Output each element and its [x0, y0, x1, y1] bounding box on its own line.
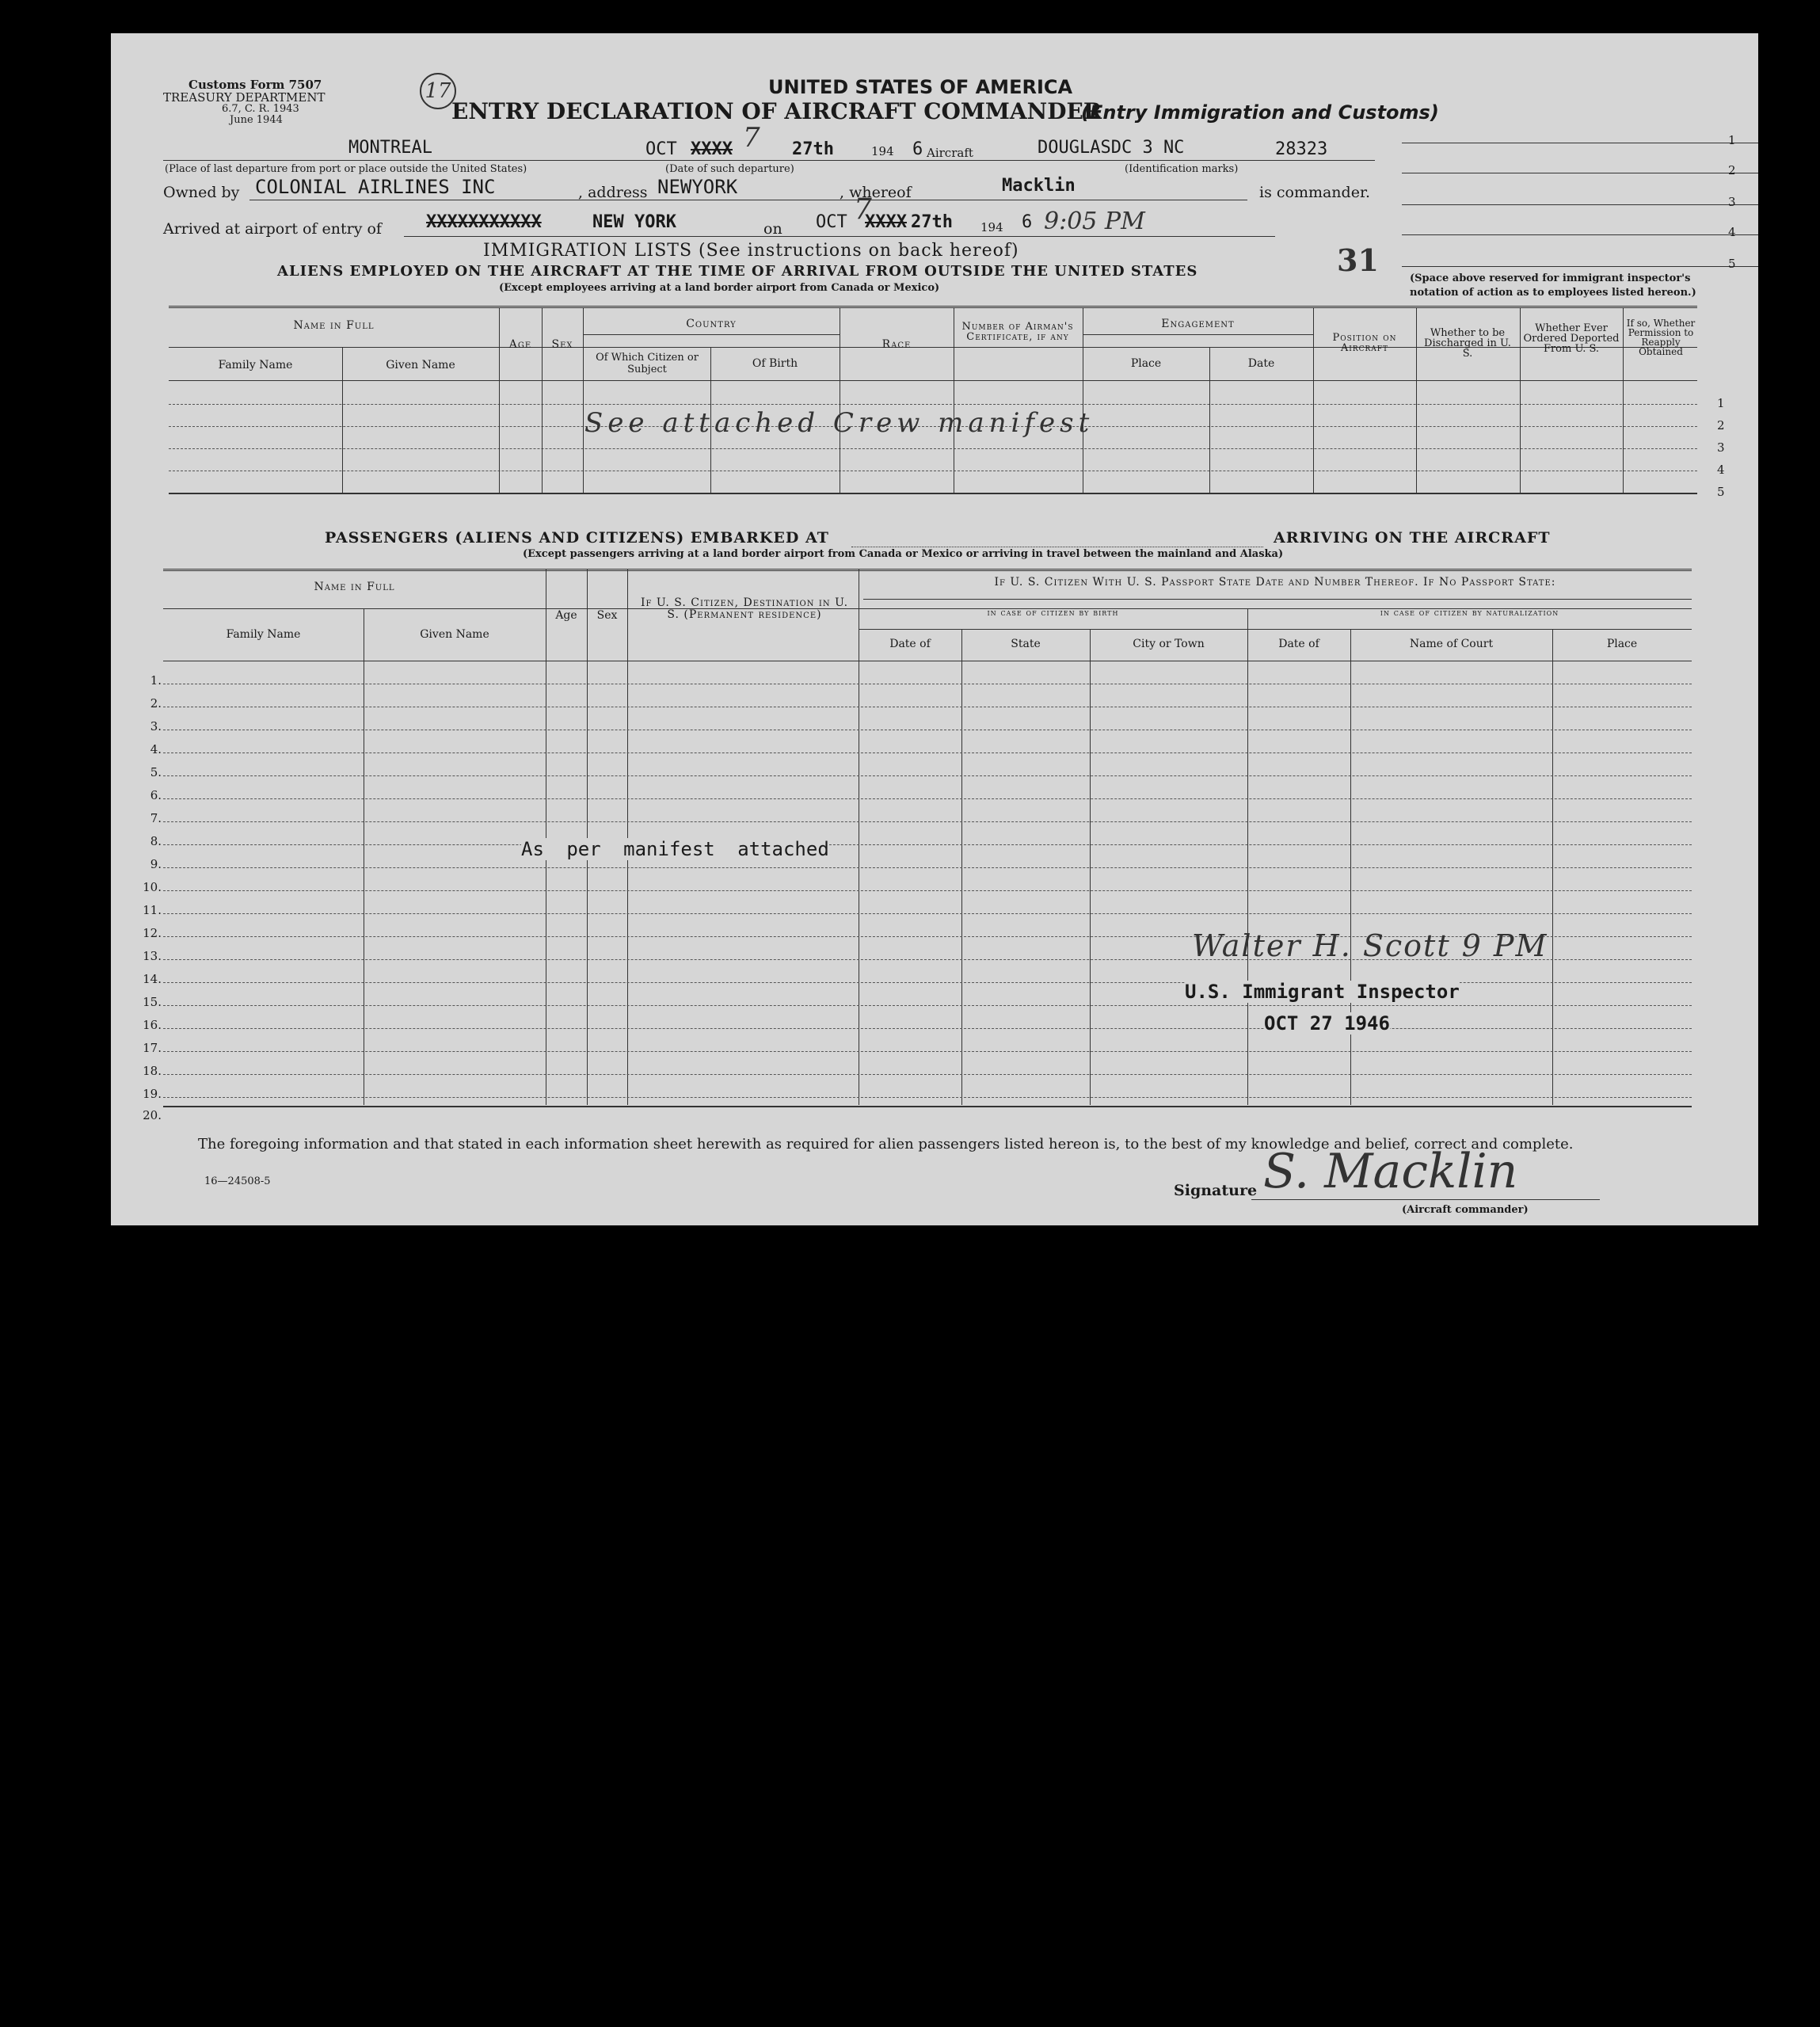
reserved-line-4: 4: [1728, 225, 1736, 239]
year-digit-2: 6: [1022, 212, 1033, 232]
reserved-line-5: 5: [1728, 257, 1736, 271]
departure-month: OCT: [645, 139, 677, 159]
on-label: on: [763, 220, 782, 238]
margin-number: 31: [1337, 242, 1379, 278]
passengers-heading: PASSENGERS (ALIENS AND CITIZENS) EMBARKED AT: [325, 529, 829, 547]
pax-row-1: 1.: [150, 673, 162, 688]
pax-row-6: 6.: [150, 788, 162, 802]
crew-col-race: Race: [881, 338, 912, 351]
crew-row-1: 1: [1717, 396, 1725, 410]
address-label: , address: [578, 184, 648, 201]
pax-col-place: Place: [1606, 638, 1638, 650]
reserved-line-1: 1: [1728, 133, 1736, 147]
pax-row-2: 2.: [150, 696, 162, 711]
departure-date-label: (Date of such departure): [665, 163, 794, 175]
crew-row-4: 4: [1717, 463, 1725, 477]
passengers-note: (Except passengers arriving at a land border airport from Canada or Mexico or arriving in travel between the mainland and Alaska): [523, 548, 1284, 560]
inspection-stamp-date: OCT 27 1946: [1264, 1012, 1390, 1034]
aircraft-type: DOUGLASDC 3 NC: [1038, 138, 1185, 158]
reserved-line-3: 3: [1728, 195, 1736, 209]
crew-col-engagement: Engagement: [1161, 318, 1235, 330]
inspector-title: U.S. Immigrant Inspector: [1185, 981, 1460, 1003]
pax-col-by-naturalization: in case of citizen by naturalization: [1380, 607, 1559, 618]
pax-row-7: 7.: [150, 811, 162, 825]
commander-signature: S. Macklin: [1263, 1144, 1518, 1199]
struck-airport: XXXXXXXXXXX: [426, 212, 542, 232]
aircraft-number: 28323: [1275, 139, 1328, 159]
passengers-heading-right: ARRIVING ON THE AIRCRAFT: [1274, 529, 1551, 547]
ident-label: (Identification marks): [1125, 163, 1239, 175]
pax-row-16: 16.: [143, 1018, 162, 1032]
pax-manifest-note: As per manifest attached: [521, 838, 829, 860]
aliens-heading: ALIENS EMPLOYED ON THE AIRCRAFT AT THE TIME OF ARRIVAL FROM OUTSIDE THE UNITED STATES: [277, 263, 1198, 280]
pax-col-age: Age: [555, 609, 577, 622]
struck-arrival-date: XXXX: [865, 212, 907, 232]
page-subtitle: (Entry Immigration and Customs): [1081, 101, 1439, 124]
aircraft-label: Aircraft: [927, 146, 973, 160]
form-sheet: [111, 33, 1758, 1225]
signature-label: Signature: [1174, 1182, 1258, 1199]
arrival-month: OCT: [816, 212, 847, 232]
crew-col-cert: Number of Airman's Certificate, if any: [961, 321, 1074, 343]
pax-row-4: 4.: [150, 742, 162, 756]
written-seven-departure: 7: [743, 122, 760, 154]
form-regs: 6.7, C. R. 1943: [222, 103, 299, 115]
signature-role: (Aircraft commander): [1402, 1204, 1529, 1216]
crew-col-age: Age: [508, 338, 532, 351]
crew-col-sex: Sex: [551, 338, 573, 351]
crew-col-given: Given Name: [386, 359, 455, 371]
arrived-label: Arrived at airport of entry of: [163, 220, 382, 238]
pax-col-city: City or Town: [1133, 638, 1205, 650]
crew-col-deported: Whether Ever Ordered Deported From U. S.: [1523, 322, 1620, 355]
departure-place-label: (Place of last departure from port or place outside the United States): [165, 163, 527, 175]
owned-label: Owned by: [163, 184, 240, 201]
pax-row-11: 11.: [143, 903, 162, 917]
pax-row-3: 3.: [150, 719, 162, 733]
pax-col-sex: Sex: [596, 609, 618, 622]
year-prefix-1: 194: [871, 144, 894, 158]
reserved-note-1: (Space above reserved for immigrant inspector's: [1410, 272, 1691, 284]
struck-departure-date: XXXX: [691, 139, 733, 159]
country-title: UNITED STATES OF AMERICA: [768, 76, 1073, 98]
crew-col-place: Place: [1130, 357, 1162, 370]
crew-col-date: Date: [1247, 357, 1275, 370]
pax-row-8: 8.: [150, 834, 162, 848]
pax-row-18: 18.: [143, 1064, 162, 1078]
crew-row-5: 5: [1717, 485, 1725, 499]
circled-number: 17: [420, 73, 456, 109]
crew-col-birth: Of Birth: [752, 357, 798, 370]
year-digit-1: 6: [912, 139, 923, 159]
owner-address: NEWYORK: [657, 176, 738, 198]
crew-col-permission: If so, Whether Permission to Reapply Obtained: [1626, 318, 1696, 357]
pax-row-17: 17.: [143, 1041, 162, 1055]
pax-col-by-birth: in case of citizen by birth: [987, 607, 1119, 618]
form-department: TREASURY DEPARTMENT: [163, 90, 326, 105]
commander-label: is commander.: [1259, 184, 1370, 201]
crew-manifest-note: See attached Crew manifest: [584, 407, 1095, 439]
crew-col-citizen-of: Of Which Citizen or Subject: [596, 352, 699, 375]
crew-col-family: Family Name: [218, 359, 293, 371]
crew-row-2: 2: [1717, 418, 1725, 432]
declaration-text: The foregoing information and that stated in each information sheet herewith as required for alien passengers listed hereon is, to the best of my knowledge and belief, correct and complete.: [198, 1136, 1574, 1153]
pax-col-given: Given Name: [420, 628, 489, 641]
year-prefix-2: 194: [980, 220, 1003, 234]
pax-col-court: Name of Court: [1409, 638, 1494, 650]
departure-day: 27th: [792, 139, 834, 159]
pax-row-5: 5.: [150, 765, 162, 779]
departure-place: MONTREAL: [348, 138, 432, 158]
crew-row-3: 3: [1717, 440, 1725, 455]
page-title: ENTRY DECLARATION OF AIRCRAFT COMMANDER: [451, 98, 1102, 124]
pax-row-14: 14.: [143, 972, 162, 986]
pax-col-date-of-2: Date of: [1278, 638, 1319, 650]
aliens-note: (Except employees arriving at a land border airport from Canada or Mexico): [499, 282, 940, 294]
pax-row-19: 19.: [143, 1087, 162, 1101]
whereof-label: , whereof: [840, 184, 912, 201]
form-date: June 1944: [230, 114, 283, 126]
pax-col-destination: If U. S. Citizen, Destination in U. S. (Permanent residence): [640, 596, 849, 621]
pax-row-20: 20.: [143, 1108, 162, 1122]
pax-row-10: 10.: [143, 880, 162, 894]
commander-name: Macklin: [1002, 176, 1076, 196]
pax-col-date-of: Date of: [889, 638, 931, 650]
pax-col-passport: If U. S. Citizen With U. S. Passport State Date and Number Thereof. If No Passport State:: [994, 576, 1556, 589]
reserved-note-2: notation of action as to employees listed hereon.): [1410, 287, 1696, 299]
pax-col-name-full: Name in Full: [314, 581, 395, 593]
pax-col-state: State: [1011, 638, 1041, 650]
crew-col-discharged: Whether to be Discharged in U. S.: [1424, 327, 1511, 360]
arrival-airport: NEW YORK: [592, 212, 676, 232]
pax-row-9: 9.: [150, 857, 162, 871]
owner-name: COLONIAL AIRLINES INC: [255, 176, 496, 198]
print-number: 16—24508-5: [204, 1175, 271, 1187]
pax-row-12: 12.: [143, 926, 162, 940]
crew-col-country: Country: [686, 318, 737, 330]
pax-row-15: 15.: [143, 995, 162, 1009]
reserved-line-2: 2: [1728, 163, 1736, 177]
crew-col-position: Position on Aircraft: [1332, 332, 1397, 354]
written-seven-arrival: 7: [854, 193, 872, 226]
arrival-time: 9:05 PM: [1044, 208, 1145, 235]
inspector-signature: Walter H. Scott 9 PM: [1192, 928, 1548, 963]
immigration-heading: IMMIGRATION LISTS (See instructions on back hereof): [483, 241, 1019, 261]
pax-col-family: Family Name: [226, 628, 301, 641]
pax-row-13: 13.: [143, 949, 162, 963]
arrival-day: 27th: [911, 212, 953, 232]
form-number: Customs Form 7507: [188, 78, 322, 92]
crew-col-name-full: Name in Full: [293, 319, 375, 332]
